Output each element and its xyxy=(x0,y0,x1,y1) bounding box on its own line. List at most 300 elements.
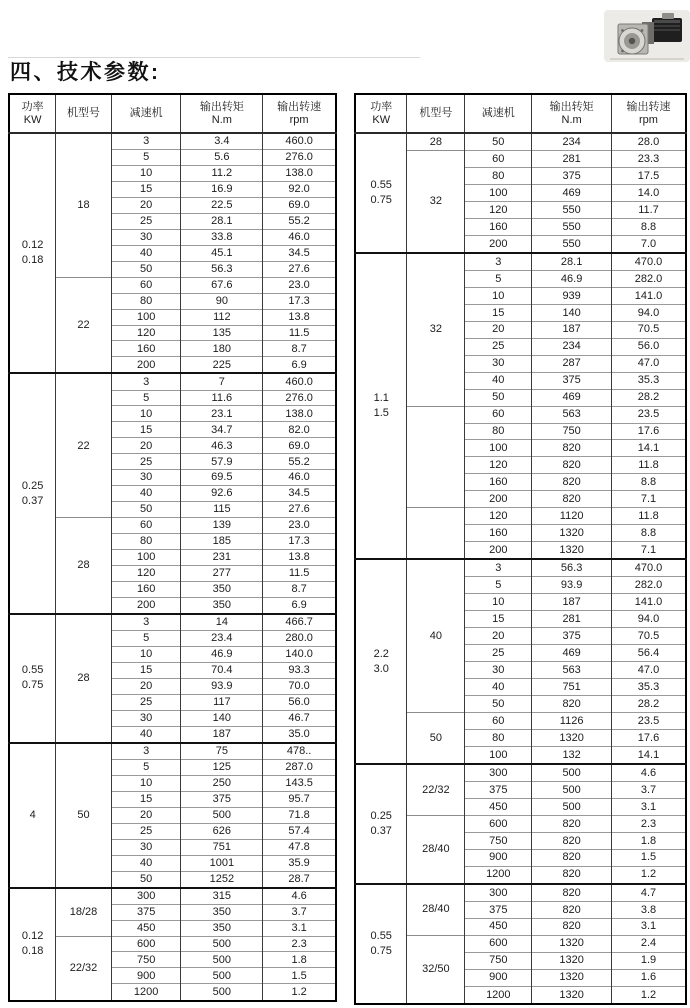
output-torque-cell: 350 xyxy=(181,920,263,936)
power-value: 2.2 xyxy=(373,647,389,660)
output-speed-cell: 69.0 xyxy=(263,438,336,454)
output-speed-cell: 138.0 xyxy=(263,166,336,182)
output-torque-cell: 140 xyxy=(532,304,612,321)
power-value: 4 xyxy=(29,808,36,821)
power-value: 0.18 xyxy=(21,945,44,958)
output-torque-cell: 56.3 xyxy=(181,261,263,277)
output-torque-cell: 14 xyxy=(181,614,263,631)
reducer-ratio-cell: 120 xyxy=(465,457,532,474)
output-torque-cell: 500 xyxy=(181,968,263,984)
output-torque-cell: 500 xyxy=(181,936,263,952)
output-speed-cell: 56.0 xyxy=(263,694,336,710)
reducer-ratio-cell: 600 xyxy=(465,815,532,832)
output-torque-cell: 46.3 xyxy=(181,438,263,454)
reducer-ratio-cell: 5 xyxy=(111,390,181,406)
reducer-ratio-cell: 10 xyxy=(111,775,181,791)
output-speed-cell: 47.0 xyxy=(612,662,687,679)
reducer-ratio-cell: 900 xyxy=(111,968,181,984)
output-torque-cell: 70.4 xyxy=(181,662,263,678)
power-value: 0.75 xyxy=(370,193,392,206)
reducer-ratio-cell: 100 xyxy=(465,440,532,457)
reducer-ratio-cell: 25 xyxy=(465,338,532,355)
output-speed-cell: 470.0 xyxy=(612,253,687,271)
output-torque-cell: 1320 xyxy=(532,969,612,986)
power-value: 0.25 xyxy=(21,479,44,492)
power-cell xyxy=(9,614,56,743)
power-cell xyxy=(9,743,56,888)
output-speed-cell: 6.9 xyxy=(263,357,336,374)
output-torque-cell: 751 xyxy=(181,839,263,855)
reducer-ratio-cell: 15 xyxy=(111,181,181,197)
output-torque-cell: 23.1 xyxy=(181,406,263,422)
reducer-ratio-cell: 1200 xyxy=(465,866,532,884)
gear-motor-photo xyxy=(604,8,690,66)
output-speed-cell: 57.4 xyxy=(263,823,336,839)
column-header-power xyxy=(355,94,407,133)
reducer-ratio-cell: 900 xyxy=(465,969,532,986)
reducer-ratio-cell: 3 xyxy=(111,373,181,390)
output-torque-cell: 1252 xyxy=(181,871,263,888)
power-value: 0.18 xyxy=(21,254,44,267)
output-speed-cell: 35.0 xyxy=(263,726,336,743)
table-row xyxy=(9,373,336,390)
model-cell: 32 xyxy=(407,253,465,406)
output-speed-cell: 7.0 xyxy=(612,235,687,253)
reducer-ratio-cell: 40 xyxy=(111,726,181,743)
output-speed-cell: 11.8 xyxy=(612,508,687,525)
output-speed-cell: 70.5 xyxy=(612,321,687,338)
output-speed-cell: 13.8 xyxy=(263,550,336,566)
output-torque-cell: 231 xyxy=(181,550,263,566)
right-table xyxy=(354,93,687,1005)
output-speed-cell: 6.9 xyxy=(263,597,336,614)
output-speed-cell: 82.0 xyxy=(263,422,336,438)
table-row xyxy=(9,614,336,631)
power-value: 0.12 xyxy=(21,930,44,943)
output-torque-cell: 375 xyxy=(181,791,263,807)
reducer-ratio-cell: 10 xyxy=(111,166,181,182)
output-torque-cell: 16.9 xyxy=(181,181,263,197)
model-cell: 18/28 xyxy=(56,888,112,936)
output-torque-cell: 820 xyxy=(532,457,612,474)
output-speed-cell: 14.0 xyxy=(612,184,687,201)
output-torque-cell: 277 xyxy=(181,566,263,582)
model-cell: 22 xyxy=(56,277,112,373)
model-cell: 22/32 xyxy=(407,764,465,815)
output-torque-cell: 820 xyxy=(532,901,612,918)
output-torque-cell: 820 xyxy=(532,832,612,849)
reducer-ratio-cell: 50 xyxy=(465,696,532,713)
output-speed-cell: 4.6 xyxy=(263,888,336,905)
reducer-ratio-cell: 30 xyxy=(111,229,181,245)
output-torque-cell: 28.1 xyxy=(532,253,612,271)
output-torque-cell: 46.9 xyxy=(532,270,612,287)
column-header-power-line1: 功率 xyxy=(21,100,44,113)
output-torque-cell: 1320 xyxy=(532,935,612,952)
output-torque-cell: 7 xyxy=(181,373,263,390)
reducer-ratio-cell: 10 xyxy=(111,646,181,662)
output-torque-cell: 820 xyxy=(532,491,612,508)
output-speed-cell: 34.5 xyxy=(263,486,336,502)
reducer-ratio-cell: 60 xyxy=(465,151,532,168)
power-value: 1.1 xyxy=(373,392,389,405)
power-value: 0.75 xyxy=(21,679,44,692)
output-speed-cell: 94.0 xyxy=(612,304,687,321)
reducer-ratio-cell: 25 xyxy=(111,454,181,470)
column-header-model xyxy=(407,94,465,133)
power-value: 0.55 xyxy=(370,178,392,191)
output-speed-cell: 17.3 xyxy=(263,293,336,309)
reducer-ratio-cell: 50 xyxy=(111,871,181,888)
output-torque-cell: 45.1 xyxy=(181,245,263,261)
reducer-ratio-cell: 100 xyxy=(465,746,532,764)
reducer-ratio-cell: 10 xyxy=(465,287,532,304)
output-speed-cell: 69.0 xyxy=(263,197,336,213)
output-torque-cell: 500 xyxy=(181,807,263,823)
reducer-ratio-cell: 5 xyxy=(111,150,181,166)
page-title: 四、技术参数: xyxy=(10,61,161,84)
power-value: 0.55 xyxy=(21,664,44,677)
reducer-ratio-cell: 120 xyxy=(465,508,532,525)
model-cell: 18 xyxy=(56,133,112,277)
output-speed-cell: 56.4 xyxy=(612,645,687,662)
table-row xyxy=(9,888,336,905)
output-speed-cell: 13.8 xyxy=(263,309,336,325)
reducer-ratio-cell: 3 xyxy=(465,253,532,271)
output-torque-cell: 46.9 xyxy=(181,646,263,662)
reducer-ratio-cell: 120 xyxy=(111,325,181,341)
reducer-ratio-cell: 25 xyxy=(111,694,181,710)
reducer-ratio-cell: 750 xyxy=(465,832,532,849)
output-torque-cell: 350 xyxy=(181,597,263,614)
output-torque-cell: 140 xyxy=(181,710,263,726)
output-torque-cell: 939 xyxy=(532,287,612,304)
power-cell xyxy=(9,888,56,1001)
output-torque-cell: 1320 xyxy=(532,542,612,560)
reducer-ratio-cell: 60 xyxy=(111,277,181,293)
output-torque-cell: 115 xyxy=(181,502,263,518)
output-speed-cell: 23.5 xyxy=(612,406,687,423)
reducer-ratio-cell: 25 xyxy=(465,645,532,662)
reducer-ratio-cell: 30 xyxy=(111,470,181,486)
output-torque-cell: 23.4 xyxy=(181,631,263,647)
output-torque-cell: 375 xyxy=(532,168,612,185)
output-speed-cell: 23.0 xyxy=(263,277,336,293)
table-row xyxy=(9,518,336,534)
column-header-model-line1: 机型号 xyxy=(67,107,101,119)
reducer-ratio-cell: 15 xyxy=(111,422,181,438)
reducer-ratio-cell: 60 xyxy=(465,712,532,729)
model-cell: 28 xyxy=(56,518,112,614)
reducer-ratio-cell: 375 xyxy=(465,901,532,918)
output-speed-cell: 460.0 xyxy=(263,133,336,150)
output-torque-cell: 820 xyxy=(532,849,612,866)
reducer-ratio-cell: 15 xyxy=(465,611,532,628)
reducer-ratio-cell: 160 xyxy=(111,341,181,357)
reducer-ratio-cell: 30 xyxy=(111,839,181,855)
output-torque-cell: 28.1 xyxy=(181,213,263,229)
power-value: 1.5 xyxy=(373,407,389,420)
model-cell: 28 xyxy=(56,614,112,743)
reducer-ratio-cell: 100 xyxy=(465,184,532,201)
output-speed-cell: 11.7 xyxy=(612,201,687,218)
power-value: 0.55 xyxy=(370,929,392,942)
column-header-power xyxy=(9,94,56,133)
output-torque-cell: 550 xyxy=(532,218,612,235)
output-torque-cell: 1320 xyxy=(532,525,612,542)
output-torque-cell: 187 xyxy=(532,321,612,338)
output-speed-cell: 2.3 xyxy=(263,936,336,952)
output-speed-cell: 1.2 xyxy=(263,984,336,1001)
column-header-output-speed-line1: 输出转速 xyxy=(277,100,322,113)
column-header-reducer-ratio-line1: 减速机 xyxy=(481,107,515,119)
output-torque-cell: 820 xyxy=(532,440,612,457)
output-torque-cell: 22.5 xyxy=(181,197,263,213)
output-torque-cell: 281 xyxy=(532,611,612,628)
output-torque-cell: 563 xyxy=(532,406,612,423)
output-torque-cell: 139 xyxy=(181,518,263,534)
output-torque-cell: 93.9 xyxy=(181,678,263,694)
output-torque-cell: 3.4 xyxy=(181,133,263,150)
reducer-ratio-cell: 450 xyxy=(111,920,181,936)
output-speed-cell: 17.6 xyxy=(612,729,687,746)
output-speed-cell: 11.8 xyxy=(612,457,687,474)
output-torque-cell: 1001 xyxy=(181,855,263,871)
output-speed-cell: 95.7 xyxy=(263,791,336,807)
column-header-output-torque-line2: N.m xyxy=(211,113,232,126)
output-torque-cell: 315 xyxy=(181,888,263,905)
column-header-output-speed xyxy=(263,94,336,133)
model-cell xyxy=(407,406,465,508)
output-torque-cell: 1320 xyxy=(532,986,612,1004)
output-torque-cell: 75 xyxy=(181,743,263,760)
reducer-ratio-cell: 3 xyxy=(465,559,532,577)
output-torque-cell: 125 xyxy=(181,759,263,775)
output-speed-cell: 94.0 xyxy=(612,611,687,628)
output-torque-cell: 93.9 xyxy=(532,577,612,594)
output-torque-cell: 375 xyxy=(532,372,612,389)
reducer-ratio-cell: 60 xyxy=(465,406,532,423)
reducer-ratio-cell: 80 xyxy=(465,423,532,440)
output-torque-cell: 1120 xyxy=(532,508,612,525)
output-speed-cell: 4.6 xyxy=(612,764,687,782)
reducer-ratio-cell: 200 xyxy=(465,491,532,508)
reducer-ratio-cell: 375 xyxy=(465,781,532,798)
output-torque-cell: 820 xyxy=(532,918,612,935)
column-header-power-line1: 功率 xyxy=(370,100,393,113)
output-speed-cell: 2.4 xyxy=(612,935,687,952)
output-torque-cell: 225 xyxy=(181,357,263,374)
output-speed-cell: 8.7 xyxy=(263,341,336,357)
table-row xyxy=(355,133,686,151)
output-speed-cell: 93.3 xyxy=(263,662,336,678)
output-torque-cell: 500 xyxy=(181,952,263,968)
output-speed-cell: 1.8 xyxy=(263,952,336,968)
output-speed-cell: 138.0 xyxy=(263,406,336,422)
output-speed-cell: 140.0 xyxy=(263,646,336,662)
output-speed-cell: 276.0 xyxy=(263,150,336,166)
table-row xyxy=(355,559,686,577)
output-speed-cell: 11.5 xyxy=(263,566,336,582)
table-row xyxy=(355,253,686,271)
output-torque-cell: 626 xyxy=(181,823,263,839)
column-header-output-speed-line2: rpm xyxy=(289,113,309,126)
reducer-ratio-cell: 300 xyxy=(111,888,181,905)
output-torque-cell: 185 xyxy=(181,534,263,550)
reducer-ratio-cell: 300 xyxy=(465,764,532,782)
output-torque-cell: 820 xyxy=(532,884,612,902)
output-torque-cell: 550 xyxy=(532,235,612,253)
power-cell xyxy=(9,373,56,613)
reducer-ratio-cell: 15 xyxy=(465,304,532,321)
output-torque-cell: 1320 xyxy=(532,952,612,969)
column-header-model-line1: 机型号 xyxy=(419,107,453,119)
output-speed-cell: 2.3 xyxy=(612,815,687,832)
reducer-ratio-cell: 300 xyxy=(465,884,532,902)
reducer-ratio-cell: 15 xyxy=(111,791,181,807)
output-torque-cell: 500 xyxy=(532,798,612,815)
output-speed-cell: 4.7 xyxy=(612,884,687,902)
column-header-power-line2: KW xyxy=(372,113,391,126)
reducer-ratio-cell: 15 xyxy=(111,662,181,678)
output-speed-cell: 470.0 xyxy=(612,559,687,577)
output-torque-cell: 135 xyxy=(181,325,263,341)
output-speed-cell: 3.1 xyxy=(263,920,336,936)
output-speed-cell: 35.3 xyxy=(612,679,687,696)
power-cell xyxy=(355,559,407,764)
output-torque-cell: 469 xyxy=(532,184,612,201)
output-speed-cell: 70.0 xyxy=(263,678,336,694)
model-cell: 50 xyxy=(407,712,465,763)
column-header-output-torque xyxy=(181,94,263,133)
reducer-ratio-cell: 50 xyxy=(465,133,532,151)
output-speed-cell: 1.6 xyxy=(612,969,687,986)
reducer-ratio-cell: 20 xyxy=(465,321,532,338)
output-speed-cell: 287.0 xyxy=(263,759,336,775)
column-header-reducer-ratio xyxy=(465,94,532,133)
output-speed-cell: 56.0 xyxy=(612,338,687,355)
output-speed-cell: 14.1 xyxy=(612,440,687,457)
column-header-output-torque-line1: 输出转矩 xyxy=(199,100,244,113)
output-speed-cell: 55.2 xyxy=(263,454,336,470)
reducer-ratio-cell: 20 xyxy=(111,807,181,823)
table-row xyxy=(9,936,336,952)
output-speed-cell: 23.5 xyxy=(612,712,687,729)
output-torque-cell: 350 xyxy=(181,904,263,920)
output-torque-cell: 550 xyxy=(532,201,612,218)
reducer-ratio-cell: 3 xyxy=(111,133,181,150)
table-row xyxy=(355,764,686,782)
power-cell xyxy=(355,133,407,253)
model-cell xyxy=(407,508,465,559)
reducer-ratio-cell: 3 xyxy=(111,743,181,760)
output-torque-cell: 350 xyxy=(181,581,263,597)
model-cell: 28/40 xyxy=(407,815,465,883)
output-speed-cell: 3.7 xyxy=(612,781,687,798)
reducer-ratio-cell: 600 xyxy=(465,935,532,952)
reducer-ratio-cell: 50 xyxy=(465,389,532,406)
reducer-ratio-cell: 5 xyxy=(465,270,532,287)
output-speed-cell: 3.1 xyxy=(612,918,687,935)
output-torque-cell: 500 xyxy=(532,764,612,782)
column-header-power-line2: KW xyxy=(23,113,42,126)
reducer-ratio-cell: 60 xyxy=(111,518,181,534)
table-row xyxy=(9,743,336,760)
reducer-ratio-cell: 40 xyxy=(111,486,181,502)
reducer-ratio-cell: 80 xyxy=(465,729,532,746)
output-torque-cell: 820 xyxy=(532,696,612,713)
reducer-ratio-cell: 50 xyxy=(111,261,181,277)
output-speed-cell: 460.0 xyxy=(263,373,336,390)
reducer-ratio-cell: 80 xyxy=(111,293,181,309)
output-torque-cell: 469 xyxy=(532,389,612,406)
reducer-ratio-cell: 100 xyxy=(111,309,181,325)
model-cell: 32 xyxy=(407,151,465,253)
power-cell xyxy=(355,253,407,559)
reducer-ratio-cell: 375 xyxy=(111,904,181,920)
output-speed-cell: 282.0 xyxy=(612,270,687,287)
model-cell: 22/32 xyxy=(56,936,112,1001)
power-value: 0.37 xyxy=(370,824,392,837)
reducer-ratio-cell: 100 xyxy=(111,550,181,566)
output-torque-cell: 90 xyxy=(181,293,263,309)
reducer-ratio-cell: 600 xyxy=(111,936,181,952)
column-header-output-torque-line1: 输出转矩 xyxy=(549,100,594,113)
column-header-reducer-ratio-line1: 减速机 xyxy=(129,107,163,119)
reducer-ratio-cell: 200 xyxy=(111,597,181,614)
output-speed-cell: 143.5 xyxy=(263,775,336,791)
column-header-output-torque-line2: N.m xyxy=(561,113,582,126)
output-torque-cell: 33.8 xyxy=(181,229,263,245)
output-speed-cell: 478.. xyxy=(263,743,336,760)
reducer-ratio-cell: 40 xyxy=(465,372,532,389)
output-speed-cell: 1.5 xyxy=(612,849,687,866)
output-speed-cell: 282.0 xyxy=(612,577,687,594)
output-speed-cell: 1.2 xyxy=(612,866,687,884)
power-cell xyxy=(355,884,407,1004)
output-torque-cell: 500 xyxy=(532,781,612,798)
output-speed-cell: 8.7 xyxy=(263,581,336,597)
reducer-ratio-cell: 750 xyxy=(465,952,532,969)
output-speed-cell: 8.8 xyxy=(612,474,687,491)
reducer-ratio-cell: 1200 xyxy=(465,986,532,1004)
output-speed-cell: 23.3 xyxy=(612,151,687,168)
output-torque-cell: 57.9 xyxy=(181,454,263,470)
output-torque-cell: 820 xyxy=(532,474,612,491)
output-torque-cell: 11.6 xyxy=(181,390,263,406)
output-speed-cell: 27.6 xyxy=(263,261,336,277)
reducer-ratio-cell: 750 xyxy=(111,952,181,968)
output-speed-cell: 28.7 xyxy=(263,871,336,888)
reducer-ratio-cell: 120 xyxy=(111,566,181,582)
output-torque-cell: 287 xyxy=(532,355,612,372)
reducer-ratio-cell: 30 xyxy=(111,710,181,726)
output-speed-cell: 1.2 xyxy=(612,986,687,1004)
output-speed-cell: 71.8 xyxy=(263,807,336,823)
left-parameters-table xyxy=(8,93,337,1002)
reducer-ratio-cell: 20 xyxy=(111,438,181,454)
model-cell: 40 xyxy=(407,559,465,712)
output-torque-cell: 234 xyxy=(532,338,612,355)
column-header-output-speed xyxy=(612,94,687,133)
output-torque-cell: 69.5 xyxy=(181,470,263,486)
output-torque-cell: 1320 xyxy=(532,729,612,746)
output-speed-cell: 1.9 xyxy=(612,952,687,969)
reducer-ratio-cell: 160 xyxy=(465,218,532,235)
column-header-reducer-ratio xyxy=(111,94,181,133)
model-cell: 22 xyxy=(56,373,112,517)
output-speed-cell: 1.5 xyxy=(263,968,336,984)
